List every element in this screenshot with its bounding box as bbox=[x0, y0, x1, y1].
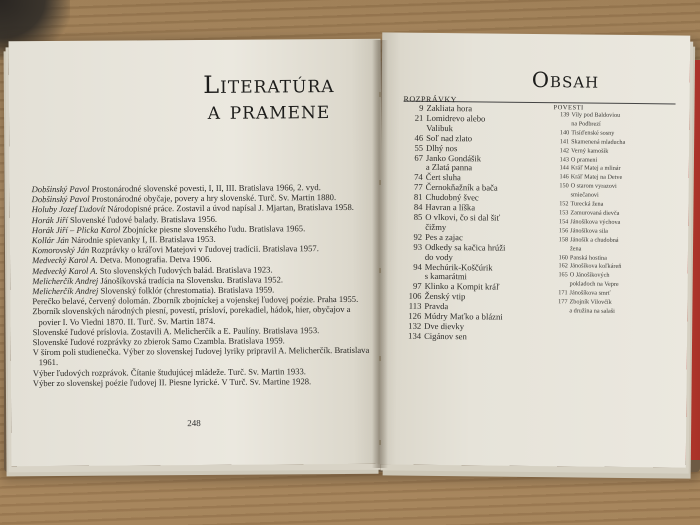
contents-entry-title: Jánošíkova smrť bbox=[569, 289, 611, 297]
contents-entry-title: Klinko a Kompit kráľ bbox=[424, 281, 500, 292]
binding-stitch bbox=[379, 268, 381, 273]
contents-entry-title: Janko Gondášik bbox=[425, 152, 482, 163]
contents-entry-title: Dve dievky bbox=[424, 320, 465, 332]
contents-entry-title: Vily pod Baldoviou bbox=[571, 111, 621, 119]
contents-entry-title: Jánošíkova sila bbox=[570, 227, 608, 235]
contents-column-fairy-tales bbox=[401, 95, 529, 343]
bibliography-text: Detva. Monografia. Detva 1906. bbox=[97, 254, 212, 266]
contents-entry-title: s kamarátmi bbox=[424, 271, 468, 282]
contents-page-number: 84 bbox=[413, 201, 423, 212]
bibliography-text: V šírom poli studienečka. Výber zo slovenskej ľudovej lyriky pripravil A. Melicherčík. Bratislava 1961. bbox=[32, 345, 370, 368]
contents-list bbox=[551, 111, 661, 317]
contents-entry-title: smiečanovi bbox=[570, 191, 599, 199]
contents-page-number: 134 bbox=[408, 330, 422, 341]
contents-entry bbox=[553, 182, 661, 192]
contents-page-number: 171 bbox=[558, 289, 568, 297]
contents-page-number: 9 bbox=[419, 102, 424, 113]
contents-entry-title: O starom vyrazovi bbox=[570, 182, 617, 191]
contents-page-number: 165 bbox=[558, 271, 568, 279]
contents-page-number: 144 bbox=[559, 164, 569, 172]
contents-entry-title: Skamenená mladucha bbox=[571, 138, 626, 146]
bibliography-title-line1: Literatúra bbox=[203, 70, 335, 99]
contents-entry-title: Zbojník Vilovčík bbox=[569, 298, 612, 306]
contents-entry-title: Verný kamošík bbox=[571, 147, 609, 155]
contents-entry-title: čižmy bbox=[425, 221, 447, 232]
binding-stitch bbox=[379, 92, 381, 97]
bibliography-text: Výber zo slovenskej poézie ľudovej II. Piesne lyrické. V Turč. Sv. Martine 1928. bbox=[32, 376, 312, 389]
bibliography-list bbox=[32, 182, 373, 388]
contents-entry-title: O vlkovi, čo si dal šiť bbox=[425, 211, 501, 223]
contents-column-heading: POVESTI bbox=[553, 104, 584, 112]
contents-entry-title: Dlhý nos bbox=[426, 142, 458, 153]
contents-page-number: 93 bbox=[413, 241, 423, 252]
contents-entry-title: Zakliata hora bbox=[426, 102, 473, 114]
contents-entry-title: Pes a zajac bbox=[425, 231, 463, 243]
contents-page-number: 154 bbox=[558, 218, 569, 226]
contents-entry-title: Černokňažník a bača bbox=[425, 182, 498, 193]
contents-entry bbox=[402, 242, 527, 253]
contents-entry-title: a Zlatá panna bbox=[425, 162, 473, 173]
contents-page-number: 139 bbox=[560, 111, 570, 119]
contents-page-number: 94 bbox=[413, 261, 422, 272]
contents-entry-title: Valibuk bbox=[426, 122, 454, 133]
contents-page-number: 55 bbox=[414, 142, 424, 153]
contents-page-number: 67 bbox=[414, 152, 424, 163]
contents-page-number: 97 bbox=[412, 281, 422, 292]
contents-page-number: 143 bbox=[559, 155, 569, 163]
bibliography-text: Slovenské ľudové príslovia. Zostavili A. Melicherčík a E. Paulíny. Bratislava 1953. bbox=[32, 324, 320, 337]
contents-entry-title: Kráľ Matej na Detve bbox=[570, 173, 623, 182]
contents-page-number: 85 bbox=[413, 211, 423, 222]
bibliography-text: Slovenské ľudové rozprávky zo zbierok Samo Czambla. Bratislava 1959. bbox=[32, 335, 285, 348]
contents-title: Obsah bbox=[531, 67, 600, 93]
contents-column-heading: ROZPRÁVKY bbox=[403, 94, 458, 105]
contents-entry-title: Jánošík a chudobná bbox=[570, 236, 619, 244]
bibliography-entry bbox=[33, 345, 373, 368]
contents-page-number: 92 bbox=[413, 231, 423, 242]
contents-entry bbox=[553, 111, 661, 121]
left-page bbox=[9, 39, 384, 467]
contents-page-number: 140 bbox=[559, 129, 570, 137]
bibliography-author: Dobšinský Pavol bbox=[31, 193, 90, 205]
contents-entry-title: Jánošíkova koľkáreň bbox=[569, 262, 622, 271]
contents-entry-title: O prameni bbox=[570, 155, 598, 164]
right-page bbox=[378, 32, 691, 467]
contents-entry-title: Múdry Maťko a blázni bbox=[424, 310, 503, 322]
contents-page-number: 158 bbox=[558, 235, 569, 244]
contents-entry-title: na Podbrezí bbox=[571, 120, 601, 128]
bibliography-text: Rozprávky o kráľovi Matejovi v ľudovej tradícii. Bratislava 1957. bbox=[89, 243, 319, 255]
contents-entry-title: Kráľ Matej a mlinár bbox=[570, 164, 621, 173]
bibliography-text: Sto slovenských ľudových balád. Bratislava 1923. bbox=[97, 264, 273, 276]
bibliography-text: Perečko belavé, červený dolomán. Zborník zbojníckej a vojenskej ľudovej poézie. Praha 1955. bbox=[32, 294, 359, 307]
contents-page-number: 132 bbox=[408, 320, 422, 331]
bibliography-author: Medvecký Karol A. bbox=[32, 255, 98, 266]
contents-entry-title: Ženský vtip bbox=[424, 291, 466, 302]
contents-entry-title: do vody bbox=[424, 251, 453, 262]
contents-entry-title: Mechúrik-Koščúrik bbox=[424, 261, 493, 273]
contents-page-number: 77 bbox=[414, 181, 423, 193]
contents-entry bbox=[551, 307, 659, 317]
bibliography-text: Zborník slovenských národných piesní, povestí, prísloví, porekadiel, hádok, hier, obyčajov a povier I. Vo Viedni 1870. II. Turč. Sv. Martin 1874. bbox=[32, 304, 351, 327]
contents-entry-title: a družina na salaši bbox=[569, 307, 615, 315]
bibliography-entry bbox=[33, 376, 373, 389]
contents-entry-title: Havran a líška bbox=[425, 201, 476, 213]
bibliography-text: Národnie spievanky I, II. Bratislava 1953. bbox=[68, 233, 216, 245]
bibliography-author: Kollár Ján bbox=[31, 234, 69, 246]
contents-entry-title: Zamurovaná dievča bbox=[570, 209, 620, 217]
contents-entry-title: O Jánošíkových bbox=[569, 271, 610, 280]
contents-page-number: 74 bbox=[414, 172, 423, 183]
bibliography-text: Jánošíkovská tradícia na Slovensku. Bratislava 1952. bbox=[98, 274, 284, 286]
contents-entry-title: Lomidrevo alebo bbox=[426, 112, 486, 124]
contents-page-number: 150 bbox=[559, 182, 569, 190]
bibliography-text: Prostonárodné slovenské povesti, I, II, III. Bratislava 1966, 2. vyd. bbox=[89, 182, 321, 194]
contents-page-number: 153 bbox=[559, 209, 569, 217]
bibliography-text: Prostonárodné obyčaje, povery a hry slovenské. Turč. Sv. Martin 1880. bbox=[89, 192, 337, 204]
book-gutter bbox=[372, 40, 388, 468]
contents-page-number: 162 bbox=[558, 262, 568, 270]
binding-stitch bbox=[379, 440, 381, 445]
contents-page-number: 81 bbox=[413, 191, 423, 202]
contents-entry-title: pokladoch na Vepre bbox=[569, 280, 619, 289]
bibliography-text: Národopisné práce. Zostavil a úvod napísal J. Mjartan, Bratislava 1958. bbox=[105, 202, 354, 215]
contents-entry-title: Cigánov sen bbox=[424, 330, 467, 342]
bibliography-text: Slovenský folklór (chrestomatia). Bratislava 1959. bbox=[98, 284, 275, 296]
bibliography-author: Holuby Jozef Ľudovít bbox=[31, 204, 106, 215]
bibliography-author: Medvecký Karol A. bbox=[32, 265, 98, 276]
bibliography-author: Horák Jiří – Plicka Karol bbox=[31, 224, 121, 235]
contents-column-legends bbox=[551, 104, 661, 317]
bibliography-text: Výber ľudových rozprávok. Čítanie študujúcej mládeže. Turč. Sv. Martin 1933. bbox=[32, 365, 306, 378]
contents-entry bbox=[552, 236, 660, 246]
bibliography-author: Dobšinský Pavol bbox=[31, 183, 90, 195]
contents-entry-title: Soľ nad zlato bbox=[426, 132, 473, 144]
bibliography-author: Horák Jiří bbox=[31, 214, 68, 225]
contents-entry-title: Jánošíkova výchova bbox=[570, 218, 621, 226]
contents-entry-title: Turecká žena bbox=[570, 200, 604, 208]
bibliography-text: Zbojnícke piesne slovenského ľudu. Bratislava 1965. bbox=[120, 223, 306, 235]
binding-stitch bbox=[379, 180, 381, 185]
contents-page-number: 141 bbox=[559, 137, 570, 146]
contents-page-number: 156 bbox=[558, 227, 569, 235]
contents-entry-title: Tisíďenské sosny bbox=[571, 129, 615, 137]
bibliography-author: Komorovský Ján bbox=[31, 244, 90, 256]
contents-page-number: 146 bbox=[559, 173, 569, 181]
bibliography-author: Melicherčík Andrej bbox=[32, 275, 99, 286]
contents-page-number: 152 bbox=[559, 200, 569, 208]
contents-page-number: 46 bbox=[414, 132, 424, 143]
contents-entry bbox=[402, 213, 527, 224]
binding-stitch bbox=[379, 356, 381, 361]
bibliography-title bbox=[169, 71, 369, 124]
bibliography-text: Slovenské ľudové balady. Bratislava 1956. bbox=[67, 213, 218, 225]
contents-page-number: 142 bbox=[559, 146, 570, 154]
contents-page-number: 113 bbox=[408, 300, 422, 311]
contents-list bbox=[401, 104, 528, 343]
contents-entry-title: Odkedy sa kačica hrúži bbox=[424, 241, 506, 253]
contents-entry-title: Chudobný švec bbox=[425, 192, 479, 203]
contents-page-number: 126 bbox=[408, 310, 422, 321]
bibliography-entry bbox=[32, 304, 372, 327]
page-number: 248 bbox=[187, 417, 201, 429]
contents-page-number: 160 bbox=[558, 253, 568, 261]
contents-page-number: 177 bbox=[558, 298, 568, 306]
contents-entry-title: žena bbox=[569, 244, 582, 253]
contents-entry-title: Pravda bbox=[424, 300, 449, 312]
contents-page-number: 106 bbox=[408, 290, 422, 302]
contents-entry bbox=[401, 331, 526, 342]
contents-page-number: 21 bbox=[414, 112, 424, 123]
contents-entry bbox=[403, 114, 528, 125]
contents-entry-title: Čert sluha bbox=[425, 172, 461, 183]
contents-entry bbox=[553, 147, 661, 157]
bibliography-author: Melicherčík Andrej bbox=[32, 285, 99, 297]
bibliography-title-line2: a pramene bbox=[207, 96, 331, 125]
contents-entry-title: Panská hostina bbox=[569, 253, 607, 262]
